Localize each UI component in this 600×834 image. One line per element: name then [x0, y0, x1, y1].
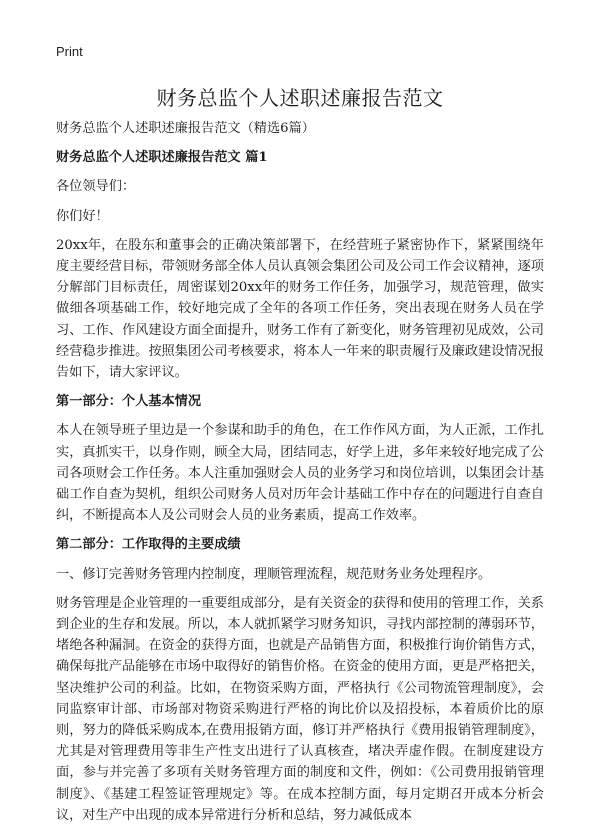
- section-title: 财务总监个人述职述廉报告范文 篇1: [56, 150, 268, 166]
- document-title: 财务总监个人述职述廉报告范文: [156, 86, 444, 110]
- salutation: 各位领导们：: [56, 179, 136, 195]
- intro-paragraph: 20xx年，在股东和董事会的正确决策部署下，在经营班子紧密协作下，紧紧围绕年度主要经营目标，带领财务部全体人员认真领会集团公司及公司工作会议精神，逐项分解部门目标责任，周密谋划20xx年的财务工作任务，加强学习，规范管理，做实做细各项基础工作，较好地完成了全年的各项工作任务，突出表现在财务人员在学习、工作、作风建设方面全面提升，财务工作有了新变化，财务管理初见成效，公司经营稳步推进。按照集团公司考核要求，将本人一年来的职责履行及廉政建设情况报告如下，请大家评议。: [56, 237, 544, 381]
- part2-paragraph: 财务管理是企业管理的一重要组成部分，是有关资金的获得和使用的管理工作，关系到企业的生存和发展。所以，本人就抓紧学习财务知识，寻找内部控制的薄弱环节，堵绝各种漏洞。在资金的获得方面，也就是产品销售方面，积极推行询价销售方式，确保每批产品能够在市场中取得好的销售价格。在资金的使用方面，更是严格把关，坚决维护公司的利益。比如，在物资采购方面，严格执行《公司物流管理制度》，会同监察审计部、市场部对物资采购进行严格的询比价以及招投标，本着质价比的原则，努力的降低采购成本,在费用报销方面，修订并严格执行《费用报销管理制度》，尤其是对管理费用等非生产性支出进行了认真核查，堵决弄虚作假。在制度建设方面，参与并完善了多项有关财务管理方面的制度和文件，例如：《公司费用报销管理制度》、《基建工程签证管理规定》等。在成本控制方面，每月定期召开成本分析会议，对生产中出现的成本异常进行分析和总结，努力减低成本: [56, 595, 544, 823]
- document-subtitle: 财务总监个人述职述廉报告范文（精选6篇）: [56, 121, 315, 136]
- document-body: [56, 118, 544, 834]
- part2-heading: 第二部分：工作取得的主要成绩: [56, 537, 241, 553]
- part2-item-1: 一、修订完善财务管理内控制度，理顺管理流程，规范财务业务处理程序。: [56, 566, 492, 582]
- part1-paragraph: 本人在领导班子里边是一个参谋和助手的角色，在工作作风方面，为人正派，工作扎实，真抓实干，以身作则，顾全大局，团结同志，好学上进，多年来较好地完成了公司各项财会工作任务。本人注重加强财会人员的业务学习和岗位培训，以集团会计基础工作自查为契机，组织公司财务人员对历年会计基础工作中存在的问题进行自查自纠，不断提高本人及公司财会人员的业务素质，提高工作效率。: [56, 423, 544, 524]
- print-link[interactable]: Print: [56, 44, 83, 59]
- part1-heading: 第一部分：个人基本情况: [56, 394, 202, 410]
- greeting: 你们好！: [56, 208, 109, 224]
